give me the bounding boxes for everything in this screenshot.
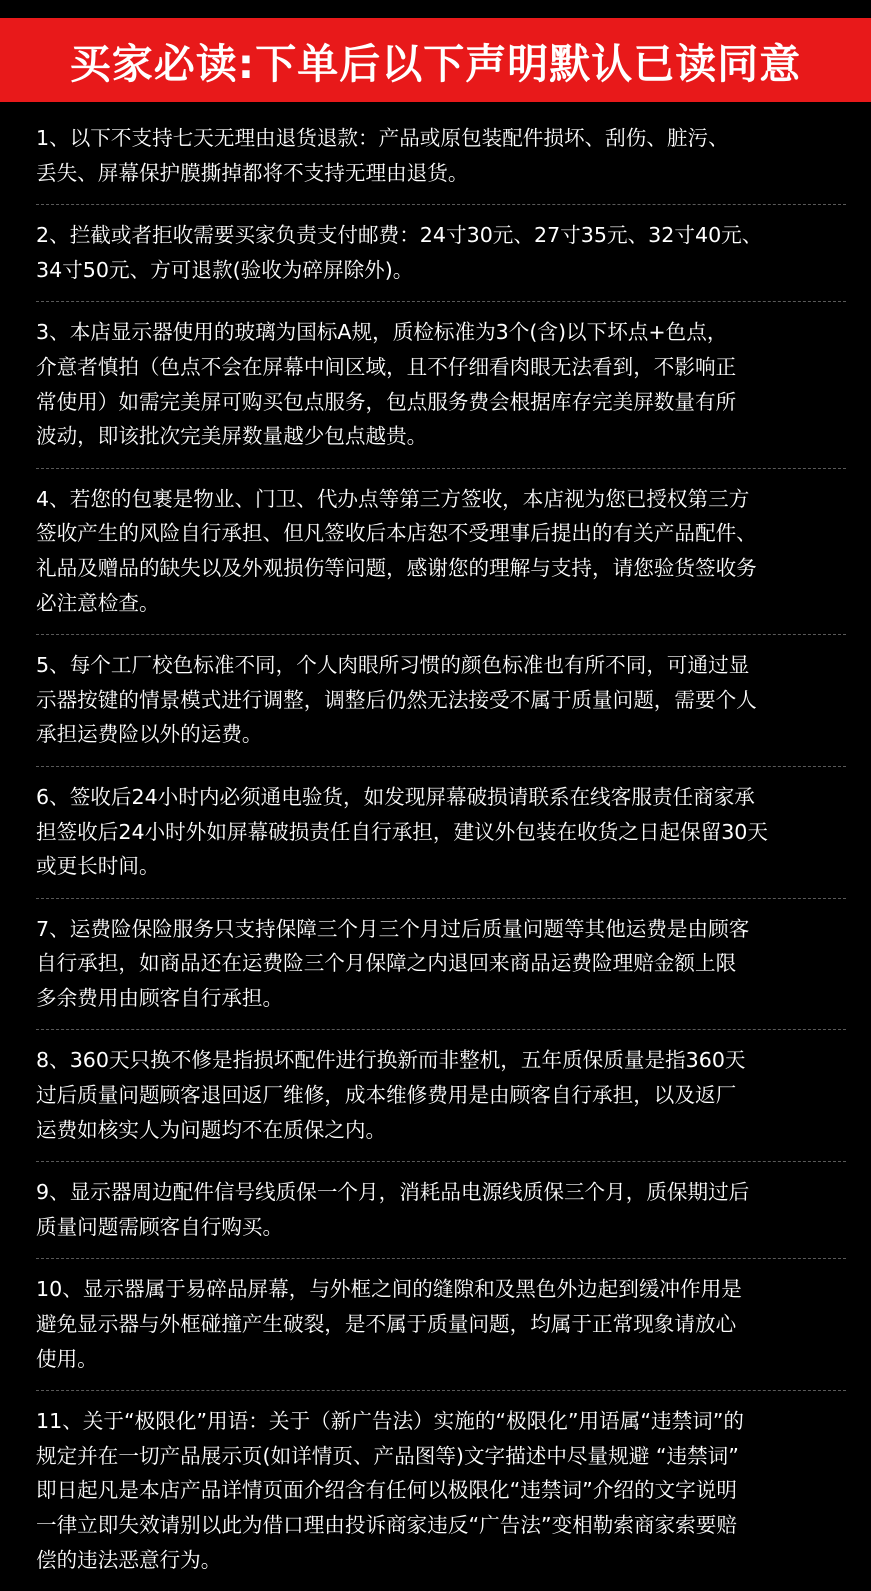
- notice-list: [36, 118, 846, 1591]
- notice-item-4: [36, 479, 846, 635]
- notice-text-line: 担签收后24小时外如屏幕破损责任自行承担，建议外包装在收货之日起保留30天: [36, 819, 768, 844]
- notice-text-line: 4、若您的包裹是物业、门卫、代办点等第三方签收，本店视为您已授权第三方: [36, 486, 750, 511]
- notice-item-6: [36, 777, 846, 899]
- notice-text-line: 规定并在一切产品展示页(如详情页、产品图等)文字描述中尽量规避 “违禁词”: [36, 1443, 739, 1468]
- notice-text-line: 避免显示器与外框碰撞产生破裂，是不属于质量问题，均属于正常现象请放心: [36, 1312, 737, 1337]
- notice-item-1: [36, 118, 846, 205]
- notice-item-7: [36, 909, 846, 1031]
- notice-item-8: [36, 1040, 846, 1162]
- notice-text-line: 5、每个工厂校色标准不同，个人肉眼所习惯的颜色标准也有所不同，可通过显: [36, 653, 750, 678]
- notice-text-line: 介意者慎拍（色点不会在屏幕中间区域，且不仔细看肉眼无法看到，不影响正: [36, 354, 737, 379]
- notice-text-line: 34寸50元、方可退款(验收为碎屏除外)。: [36, 257, 414, 282]
- notice-text-line: 波动，即该批次完美屏数量越少包点越贵。: [36, 424, 428, 449]
- notice-text-line: 1、以下不支持七天无理由退货退款：产品或原包装配件损坏、刮伤、脏污、: [36, 126, 729, 150]
- page-title: 买家必读:下单后以下声明默认已读同意: [69, 39, 802, 88]
- notice-text-line: 10、显示器属于易碎品屏幕，与外框之间的缝隙和及黑色外边起到缓冲作用是: [36, 1277, 742, 1302]
- notice-text-line: 质量问题需顾客自行购买。: [36, 1214, 284, 1239]
- notice-text-line: 多余费用由顾客自行承担。: [36, 985, 284, 1010]
- notice-header-banner: [0, 18, 871, 102]
- notice-text-line: 示器按键的情景模式进行调整，调整后仍然无法接受不属于质量问题，需要个人: [36, 687, 757, 712]
- notice-text-line: 过后质量问题顾客退回返厂维修，成本维修费用是由顾客自行承担，以及返厂: [36, 1083, 737, 1108]
- notice-text-line: 8、360天只换不修是指损坏配件进行换新而非整机，五年质保质量是指360天: [36, 1048, 746, 1073]
- notice-text-line: 礼品及赠品的缺失以及外观损伤等问题，感谢您的理解与支持，请您验货签收务: [36, 555, 757, 580]
- notice-text-line: 9、显示器周边配件信号线质保一个月，消耗品电源线质保三个月，质保期过后: [36, 1180, 750, 1205]
- notice-text-line: 承担运费险以外的运费。: [36, 722, 263, 747]
- notice-text-line: 签收产生的风险自行承担、但凡签收后本店恕不受理事后提出的有关产品配件、: [36, 521, 757, 546]
- notice-text-line: 偿的违法恶意行为。: [36, 1547, 222, 1572]
- notice-text-line: 7、运费险保险服务只支持保障三个月三个月过后质量问题等其他运费是由顾客: [36, 916, 750, 941]
- notice-text-line: 或更长时间。: [36, 854, 160, 879]
- notice-text-line: 常使用）如需完美屏可购买包点服务，包点服务费会根据库存完美屏数量有所: [36, 389, 737, 414]
- notice-item-3: [36, 312, 846, 468]
- notice-text-line: 2、拦截或者拒收需要买家负责支付邮费：24寸30元、27寸35元、32寸40元、: [36, 223, 763, 248]
- notice-text-line: 11、关于“极限化”用语：关于（新广告法）实施的“极限化”用语属“违禁词”的: [36, 1409, 745, 1434]
- notice-item-5: [36, 645, 846, 767]
- notice-text-line: 即日起凡是本店产品详情页面介绍含有任何以极限化“违禁词”介绍的文字说明: [36, 1478, 737, 1503]
- notice-text-line: 运费如核实人为问题均不在质保之内。: [36, 1117, 387, 1142]
- notice-text-line: 必注意检查。: [36, 590, 160, 615]
- notice-text-line: 自行承担，如商品还在运费险三个月保障之内退回来商品运费险理赔金额上限: [36, 951, 737, 976]
- notice-text-line: 6、签收后24小时内必须通电验货，如发现屏幕破损请联系在线客服责任商家承: [36, 784, 755, 809]
- notice-text-line: 丢失、屏幕保护膜撕掉都将不支持无理由退货。: [36, 160, 469, 185]
- notice-text-line: 使用。: [36, 1346, 98, 1371]
- notice-text-line: 3、本店显示器使用的玻璃为国标A规，质检标准为3个(含)以下坏点+色点，: [36, 320, 728, 345]
- notice-item-11: [36, 1401, 846, 1591]
- notice-text-line: 一律立即失效请别以此为借口理由投诉商家违反“广告法”变相勒索商家索要赔: [36, 1513, 737, 1537]
- notice-item-9: [36, 1172, 846, 1259]
- notice-item-2: [36, 215, 846, 302]
- notice-item-10: [36, 1269, 846, 1391]
